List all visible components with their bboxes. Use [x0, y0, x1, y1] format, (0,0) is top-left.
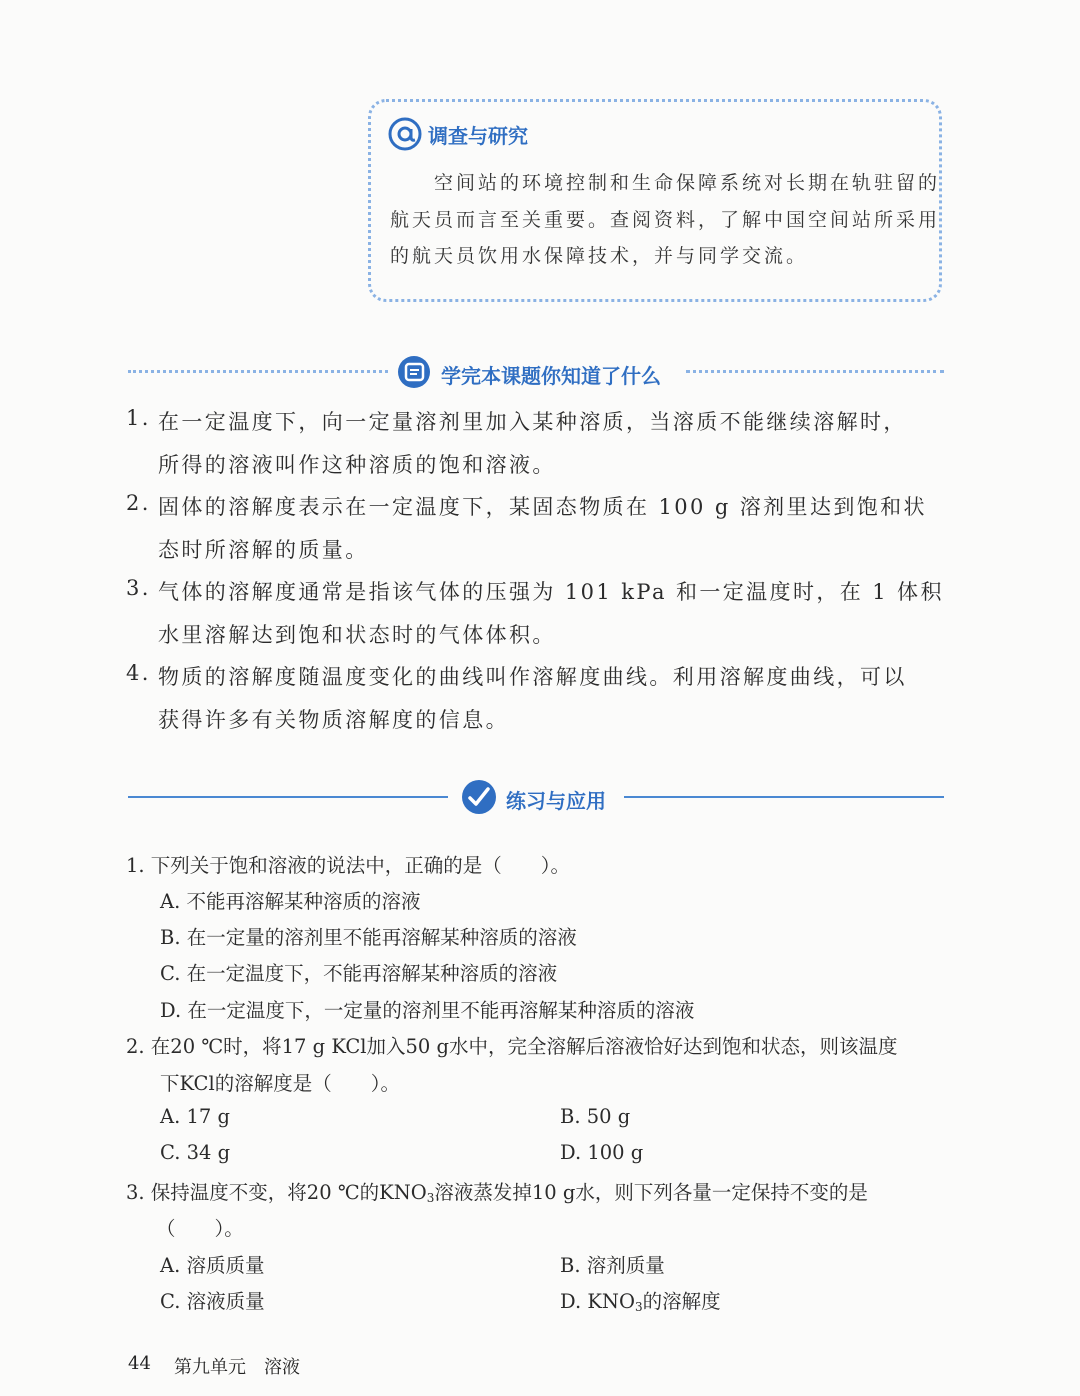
question-stem: 下KCl的溶解度是（ ）。	[160, 1072, 400, 1095]
at-sign-icon	[388, 117, 422, 151]
research-line: 空间站的环境控制和生命保障系统对长期在轨驻留的	[390, 172, 941, 194]
question-option: A. 17 g	[160, 1105, 230, 1128]
summary-item-line: 在一定温度下，向一定量溶剂里加入某种溶质，当溶质不能继续溶解时，	[158, 410, 907, 434]
question-option: C. 34 g	[160, 1141, 231, 1164]
subscript: 3	[634, 1300, 643, 1314]
summary-item-number: 2.	[126, 491, 151, 515]
summary-item-number: 1.	[126, 406, 151, 430]
summary-item-line: 气体的溶解度通常是指该气体的压强为 101 kPa 和一定温度时，在 1 体积	[158, 580, 944, 604]
summary-item-line: 态时所溶解的质量。	[158, 538, 369, 562]
summary-item-line: 物质的溶解度随温度变化的曲线叫作溶解度曲线。利用溶解度曲线，可以	[158, 665, 907, 689]
question-option: B. 在一定量的溶剂里不能再溶解某种溶质的溶液	[160, 926, 577, 949]
research-header	[388, 116, 528, 152]
question-stem-part: 3. 保持温度不变，将20 ℃的KNO	[126, 1181, 427, 1204]
summary-item-line: 水里溶解达到饱和状态时的气体体积。	[158, 623, 556, 647]
question-option: C. 在一定温度下，不能再溶解某种溶质的溶液	[160, 962, 558, 985]
research-line: 的航天员饮用水保障技术，并与同学交流。	[390, 245, 809, 267]
summary-item-number: 4.	[126, 661, 151, 685]
notebook-icon	[396, 354, 434, 390]
summary-divider-left	[128, 370, 388, 373]
option-part: 的溶解度	[642, 1290, 721, 1313]
summary-divider-right	[686, 370, 944, 373]
question-option: B. 溶剂质量	[560, 1254, 665, 1277]
pen-check-icon	[460, 778, 498, 816]
question-stem-part: 溶液蒸发掉10 g水，则下列各量一定保持不变的是	[434, 1181, 868, 1204]
question-stem: 1. 下列关于饱和溶液的说法中，正确的是（ ）。	[126, 854, 571, 877]
summary-item-line: 获得许多有关物质溶解度的信息。	[158, 708, 509, 732]
summary-item-number: 3.	[126, 576, 151, 600]
question-stem: 2. 在20 ℃时，将17 g KCl加入50 g水中，完全溶解后溶液恰好达到饱和状态，则该温度	[126, 1035, 898, 1058]
exercise-divider-left	[128, 796, 448, 798]
question-option: A. 溶质质量	[160, 1254, 265, 1277]
summary-item-line: 所得的溶液叫作这种溶质的饱和溶液。	[158, 453, 556, 477]
question-option: D. 100 g	[560, 1141, 644, 1164]
exercise-divider-right	[624, 796, 944, 798]
summary-item-line: 固体的溶解度表示在一定温度下，某固态物质在 100 g 溶剂里达到饱和状	[158, 495, 927, 519]
summary-title: 学完本课题你知道了什么	[441, 364, 661, 388]
unit-title: 第九单元 溶液	[174, 1357, 300, 1378]
question-option: C. 溶液质量	[160, 1290, 265, 1313]
research-title: 调查与研究	[428, 123, 528, 148]
page-number: 44	[128, 1353, 151, 1374]
question-stem	[126, 1177, 868, 1205]
question-option	[560, 1286, 721, 1314]
question-option: B. 50 g	[560, 1105, 631, 1128]
subscript: 3	[426, 1191, 435, 1205]
option-part: D. KNO	[560, 1290, 635, 1313]
question-option: D. 在一定温度下，一定量的溶剂里不能再溶解某种溶质的溶液	[160, 999, 695, 1022]
exercise-title: 练习与应用	[506, 789, 606, 813]
research-line: 航天员而言至关重要。查阅资料，了解中国空间站所采用	[390, 209, 941, 231]
question-stem: （ ）。	[156, 1217, 244, 1240]
question-option: A. 不能再溶解某种溶质的溶液	[160, 890, 421, 913]
